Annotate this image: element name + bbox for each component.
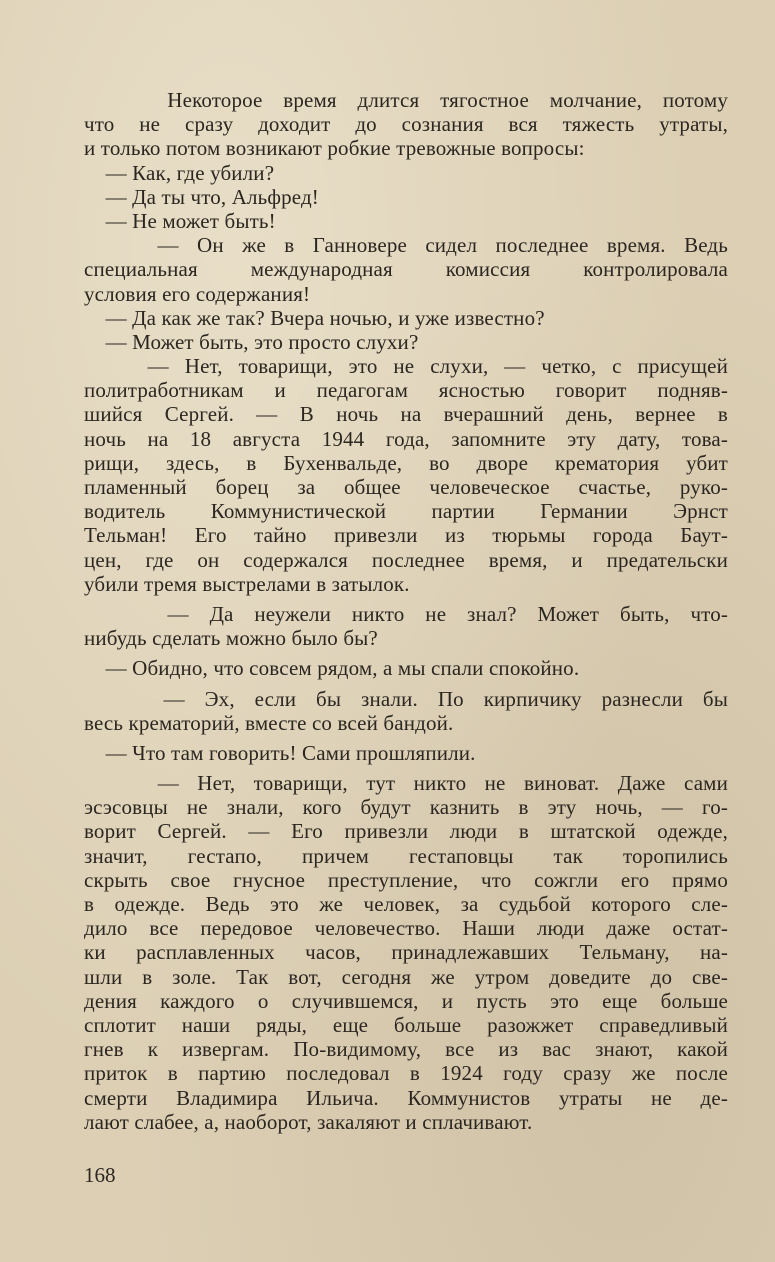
dialogue-line: цен, где он содержался последнее время, и предательски [84, 547, 728, 572]
dialogue-line: условия его содержания! [84, 281, 311, 306]
dialogue-line: ночь на 18 августа 1944 года, запомните эту дату, това- [84, 426, 728, 451]
dialogue-line: Тельман! Его тайно привезли из тюрьмы города Баут- [84, 523, 728, 548]
dialogue-line: приток в партию последовал в 1924 году сразу же после [84, 1061, 728, 1086]
dialogue-line: водитель Коммунистической партии Германии Эрнст [84, 499, 728, 524]
dialogue-line: убили тремя выстрелами в затылок. [84, 571, 410, 596]
dialogue-line: дило все передовое человечество. Наши люди даже остат- [84, 916, 728, 941]
dialogue-line: — Обидно, что совсем рядом, а мы спали спокойно. [84, 656, 580, 681]
dialogue-line: — Да неужели никто не знал? Может быть, что- [84, 601, 728, 626]
dialogue-line: — Он же в Ганновере сидел последнее время. Ведь [84, 233, 728, 258]
dialogue-line: лают слабее, а, наоборот, закаляют и сплачивают. [84, 1109, 533, 1134]
dialogue-line: пламенный борец за общее человеческое счастье, руко- [84, 475, 728, 499]
dialogue-line: весь крематорий, вместе со всей бандой. [84, 710, 454, 735]
dialogue-line: сплотит наши ряды, еще больше разожжет справедливый [84, 1012, 728, 1037]
page-number: 168 [84, 1163, 116, 1187]
dialogue-line: смерти Владимира Ильича. Коммунистов утраты не де- [84, 1085, 728, 1110]
dialogue-line: шли в золе. Так вот, сегодня же утром доведите до све- [84, 964, 728, 989]
dialogue-line: дения каждого о случившемся, и пусть это еще больше [84, 988, 728, 1013]
body-text [84, 88, 728, 1134]
dialogue-line: — Нет, товарищи, тут никто не виноват. Даже сами [84, 771, 728, 796]
text-line: и только потом возникают робкие тревожные вопросы: [84, 136, 585, 161]
dialogue-line: ки расплавленных часов, принадлежавших Тельману, на- [84, 940, 728, 965]
dialogue-line: скрыть свое гнусное преступление, что сожгли его прямо [84, 867, 728, 892]
dialogue-line: ворит Сергей. — Его привезли люди в штатской одежде, [84, 819, 728, 844]
dialogue-line: рищи, здесь, в Бухенвальде, во дворе крематория убит [84, 450, 728, 475]
dialogue-line: — Да ты что, Альфред! [84, 184, 319, 209]
dialogue-line: — Как, где убили? [84, 160, 275, 185]
dialogue-line: эсэсовцы не знали, кого будут казнить в эту ночь, — го- [84, 795, 728, 820]
dialogue-line: — Да как же так? Вчера ночью, и уже известно? [84, 305, 545, 330]
dialogue-line: значит, гестапо, причем гестаповцы так торопились [84, 843, 728, 868]
dialogue-line: — Не может быть! [84, 208, 276, 233]
dialogue-line: специальная международная комиссия контролировала [84, 257, 728, 282]
dialogue-line: — Может быть, это просто слухи? [84, 329, 419, 354]
dialogue-line: в одежде. Ведь это же человек, за судьбой которого сле- [84, 892, 728, 916]
dialogue-line: нибудь сделать можно было бы? [84, 626, 378, 651]
text-line: что не сразу доходит до сознания вся тяжесть утраты, [84, 112, 728, 137]
text-line: Некоторое время длится тягостное молчание, потому [84, 88, 728, 112]
dialogue-line: гнев к извергам. По-видимому, все из вас знают, какой [84, 1037, 728, 1062]
dialogue-line: политработникам и педагогам ясностью говорит подняв- [84, 378, 728, 403]
dialogue-line: — Нет, товарищи, это не слухи, — четко, с присущей [84, 354, 728, 379]
dialogue-line: — Что там говорить! Сами прошляпили. [84, 740, 476, 765]
dialogue-line: шийся Сергей. — В ночь на вчерашний день, вернее в [84, 402, 728, 427]
dialogue-line: — Эх, если бы знали. По кирпичику разнесли бы [84, 686, 728, 711]
